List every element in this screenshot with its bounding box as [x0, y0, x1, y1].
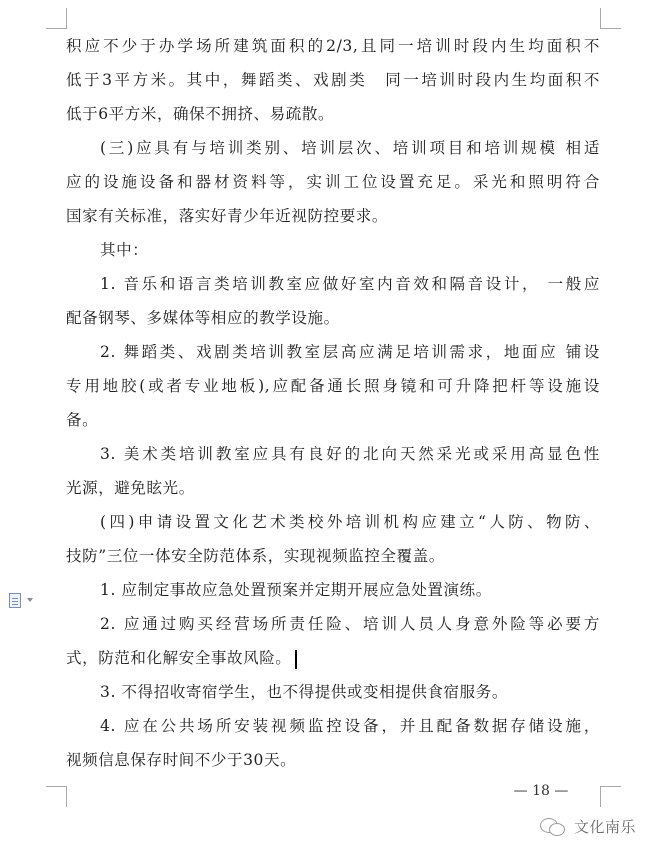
text-line-content: 技防”三位一体安全防范体系，实现视频监控全覆盖。 — [66, 547, 445, 565]
text-line — [66, 199, 600, 233]
page-number: — 18 — — [513, 783, 569, 799]
text-line-content: 国家有关标准，落实好青少年近视防控要求。 — [66, 207, 389, 225]
watermark — [540, 813, 636, 839]
text-line — [66, 301, 600, 335]
crop-mark-top-right — [600, 8, 621, 29]
document-body[interactable] — [66, 29, 600, 777]
text-line — [66, 573, 600, 607]
text-line — [66, 131, 600, 165]
text-line-content: (四)申请设置文化艺术类校外培训机构应建立“人防、物防、 — [100, 513, 600, 531]
text-line — [66, 471, 600, 505]
text-line — [66, 675, 600, 709]
text-line — [66, 335, 600, 369]
text-line-content: 低于3平方米。其中，舞蹈类、戏剧类 同一培训时段内生均面积不 — [66, 71, 600, 89]
chevron-down-icon[interactable] — [27, 598, 33, 602]
wechat-icon — [540, 816, 566, 836]
text-line — [66, 539, 600, 573]
watermark-text: 文化南乐 — [574, 817, 637, 836]
text-line — [66, 437, 600, 471]
text-line-content: 式，防范和化解安全事故风险。 — [66, 649, 292, 667]
text-line — [66, 607, 600, 641]
crop-mark-bottom-right — [600, 786, 621, 807]
text-line — [66, 97, 600, 131]
text-line — [66, 165, 600, 199]
text-line — [66, 233, 600, 267]
text-line — [66, 63, 600, 97]
text-line — [66, 641, 600, 675]
text-line-content: 2. 应通过购买经营场所责任险、培训人员人身意外险等必要方 — [100, 615, 600, 633]
text-line — [66, 369, 600, 403]
text-line-content: 专用地胶(或者专业地板),应配备通长照身镜和可升降把杆等设施设 — [66, 377, 600, 395]
text-line-content: 1. 音乐和语言类培训教室应做好室内音效和隔音设计， 一般应 — [100, 275, 600, 293]
text-line — [66, 505, 600, 539]
text-line — [66, 29, 600, 63]
text-line — [66, 709, 600, 743]
crop-mark-bottom-left — [46, 786, 67, 807]
text-line-content: (三)应具有与培训类别、培训层次、培训项目和培训规模 相适 — [100, 139, 600, 157]
paragraph-layout-icon[interactable] — [9, 593, 21, 608]
text-line-content: 光源，避免眩光。 — [66, 479, 195, 497]
text-line — [66, 267, 600, 301]
text-line-content: 2. 舞蹈类、戏剧类培训教室层高应满足培训需求，地面应 铺设 — [100, 343, 600, 361]
text-line-content: 1. 应制定事故应急处置预案并定期开展应急处置演练。 — [100, 581, 492, 599]
text-cursor — [295, 650, 297, 669]
text-line-content: 4. 应在公共场所安装视频监控设备，并且配备数据存储设施， — [100, 717, 600, 735]
text-line — [66, 403, 600, 437]
text-line-content: 其中： — [100, 241, 149, 259]
text-line-content: 应的设施设备和器材资料等，实训工位设置充足。采光和照明符合 — [66, 173, 600, 191]
text-line-content: 3. 不得招收寄宿学生，也不得提供或变相提供食宿服务。 — [100, 683, 508, 701]
text-line — [66, 743, 600, 777]
text-line-content: 备。 — [66, 411, 99, 429]
text-line-content: 配备钢琴、多媒体等相应的教学设施。 — [66, 309, 340, 327]
text-line-content: 低于6平方米，确保不拥挤、易疏散。 — [66, 105, 335, 123]
text-line-content: 视频信息保存时间不少于30天。 — [66, 751, 297, 769]
crop-mark-top-left — [46, 8, 67, 29]
text-line-content: 3. 美术类培训教室应具有良好的北向天然采光或采用高显色性 — [100, 445, 600, 463]
text-line-content: 积应不少于办学场所建筑面积的2/3,且同一培训时段内生均面积不 — [66, 37, 600, 55]
